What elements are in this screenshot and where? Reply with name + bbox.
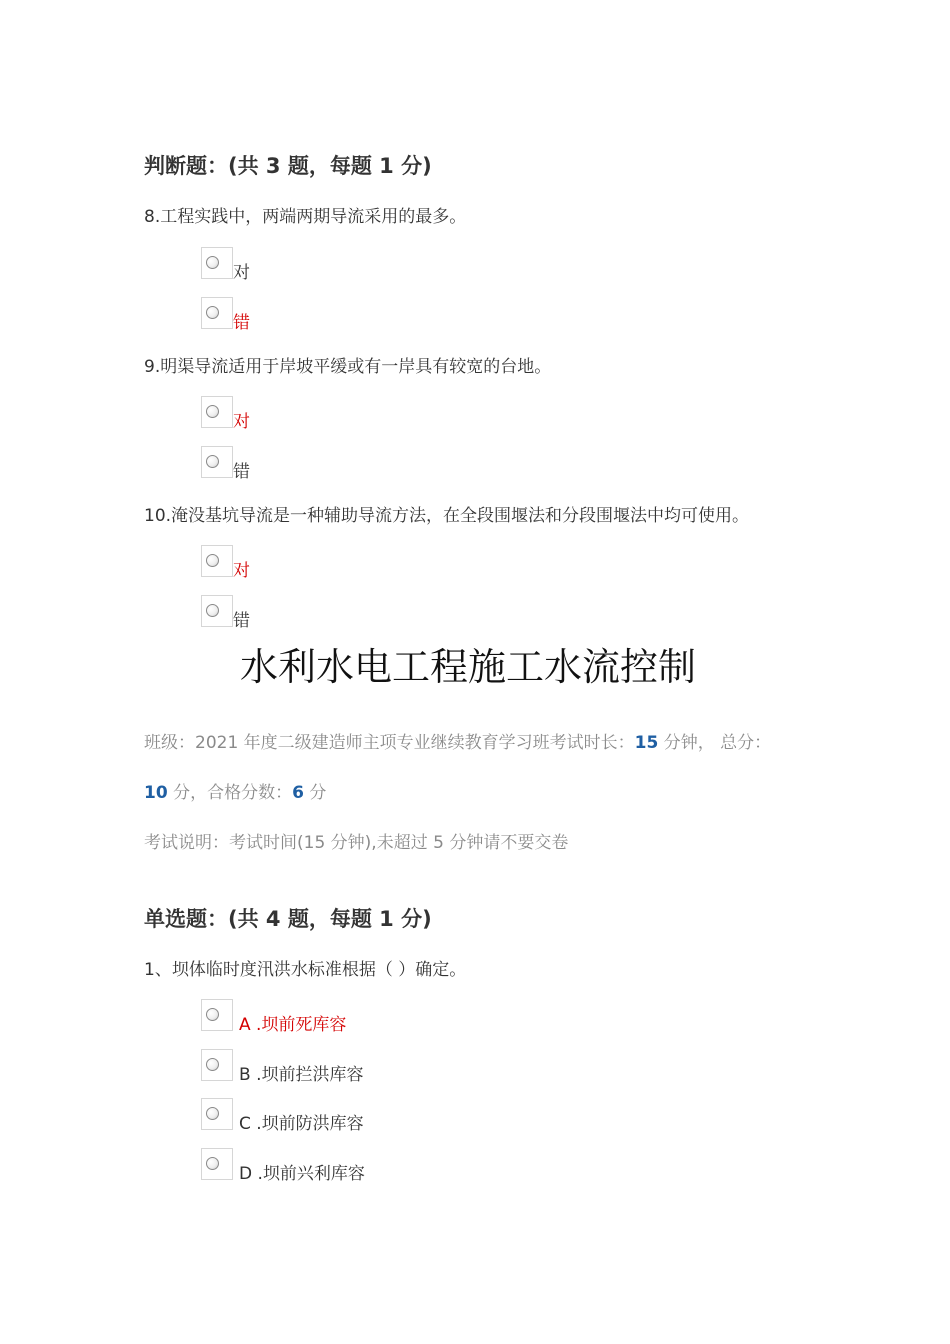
duration-value: 15 (634, 733, 659, 753)
total-score-value: 10 (144, 783, 168, 803)
exam-title: 水利水电工程施工水流控制 (240, 645, 697, 689)
q1-option-a-label: A .坝前死库容 (239, 1015, 347, 1035)
q1-option-b-radio[interactable] (201, 1049, 233, 1081)
radio-circle-icon (206, 306, 219, 319)
radio-circle-icon (206, 1008, 219, 1021)
radio-circle-icon (206, 256, 219, 269)
q8-option-false-radio[interactable] (201, 297, 233, 329)
radio-circle-icon (206, 604, 219, 617)
single-section-title: 单选题：(共 4 题，每题 1 分) (144, 907, 432, 931)
q9-option-false-radio[interactable] (201, 446, 233, 478)
q1-option-c-radio[interactable] (201, 1098, 233, 1130)
class-and-duration-label: 班级：2021 年度二级建造师主项专业继续教育学习班考试时长： (144, 733, 635, 753)
question-9-text: 9.明渠导流适用于岸坡平缓或有一岸具有较宽的台地。 (144, 357, 552, 377)
q1-option-b-label: B .坝前拦洪库容 (239, 1065, 364, 1085)
radio-circle-icon (206, 554, 219, 567)
q9-option-true-radio[interactable] (201, 396, 233, 428)
q8-option-true-label: 对 (233, 263, 250, 283)
q1-option-d-radio[interactable] (201, 1148, 233, 1180)
q10-option-false-label: 错 (233, 611, 250, 631)
radio-circle-icon (206, 1058, 219, 1071)
radio-circle-icon (206, 1107, 219, 1120)
q10-option-true-label: 对 (233, 561, 250, 581)
total-score-unit: 分，合格分数： (167, 783, 293, 803)
q1-option-d-label: D .坝前兴利库容 (239, 1164, 365, 1184)
exam-info-line-1 (144, 728, 771, 753)
q9-option-true-label: 对 (233, 412, 250, 432)
radio-circle-icon (206, 1157, 219, 1170)
exam-note: 考试说明：考试时间(15 分钟),未超过 5 分钟请不要交卷 (144, 833, 569, 853)
pass-score-unit: 分 (303, 783, 327, 803)
radio-circle-icon (206, 455, 219, 468)
q1-option-a-radio[interactable] (201, 999, 233, 1031)
question-10-text: 10.淹没基坑导流是一种辅助导流方法，在全段围堰法和分段围堰法中均可使用。 (144, 506, 750, 526)
q1-option-c-label: C .坝前防洪库容 (239, 1114, 364, 1134)
q10-option-false-radio[interactable] (201, 595, 233, 627)
pass-score-value: 6 (292, 783, 304, 803)
q8-option-false-label: 错 (233, 313, 250, 333)
radio-circle-icon (206, 405, 219, 418)
question-1-text: 1、坝体临时度汛洪水标准根据（ ）确定。 (144, 960, 467, 980)
question-8-text: 8.工程实践中，两端两期导流采用的最多。 (144, 207, 467, 227)
q9-option-false-label: 错 (233, 462, 250, 482)
q8-option-true-radio[interactable] (201, 247, 233, 279)
exam-info-line-2 (144, 778, 326, 803)
duration-unit: 分钟， 总分： (658, 733, 772, 753)
judge-section-title: 判断题：(共 3 题，每题 1 分) (144, 154, 432, 178)
q10-option-true-radio[interactable] (201, 545, 233, 577)
